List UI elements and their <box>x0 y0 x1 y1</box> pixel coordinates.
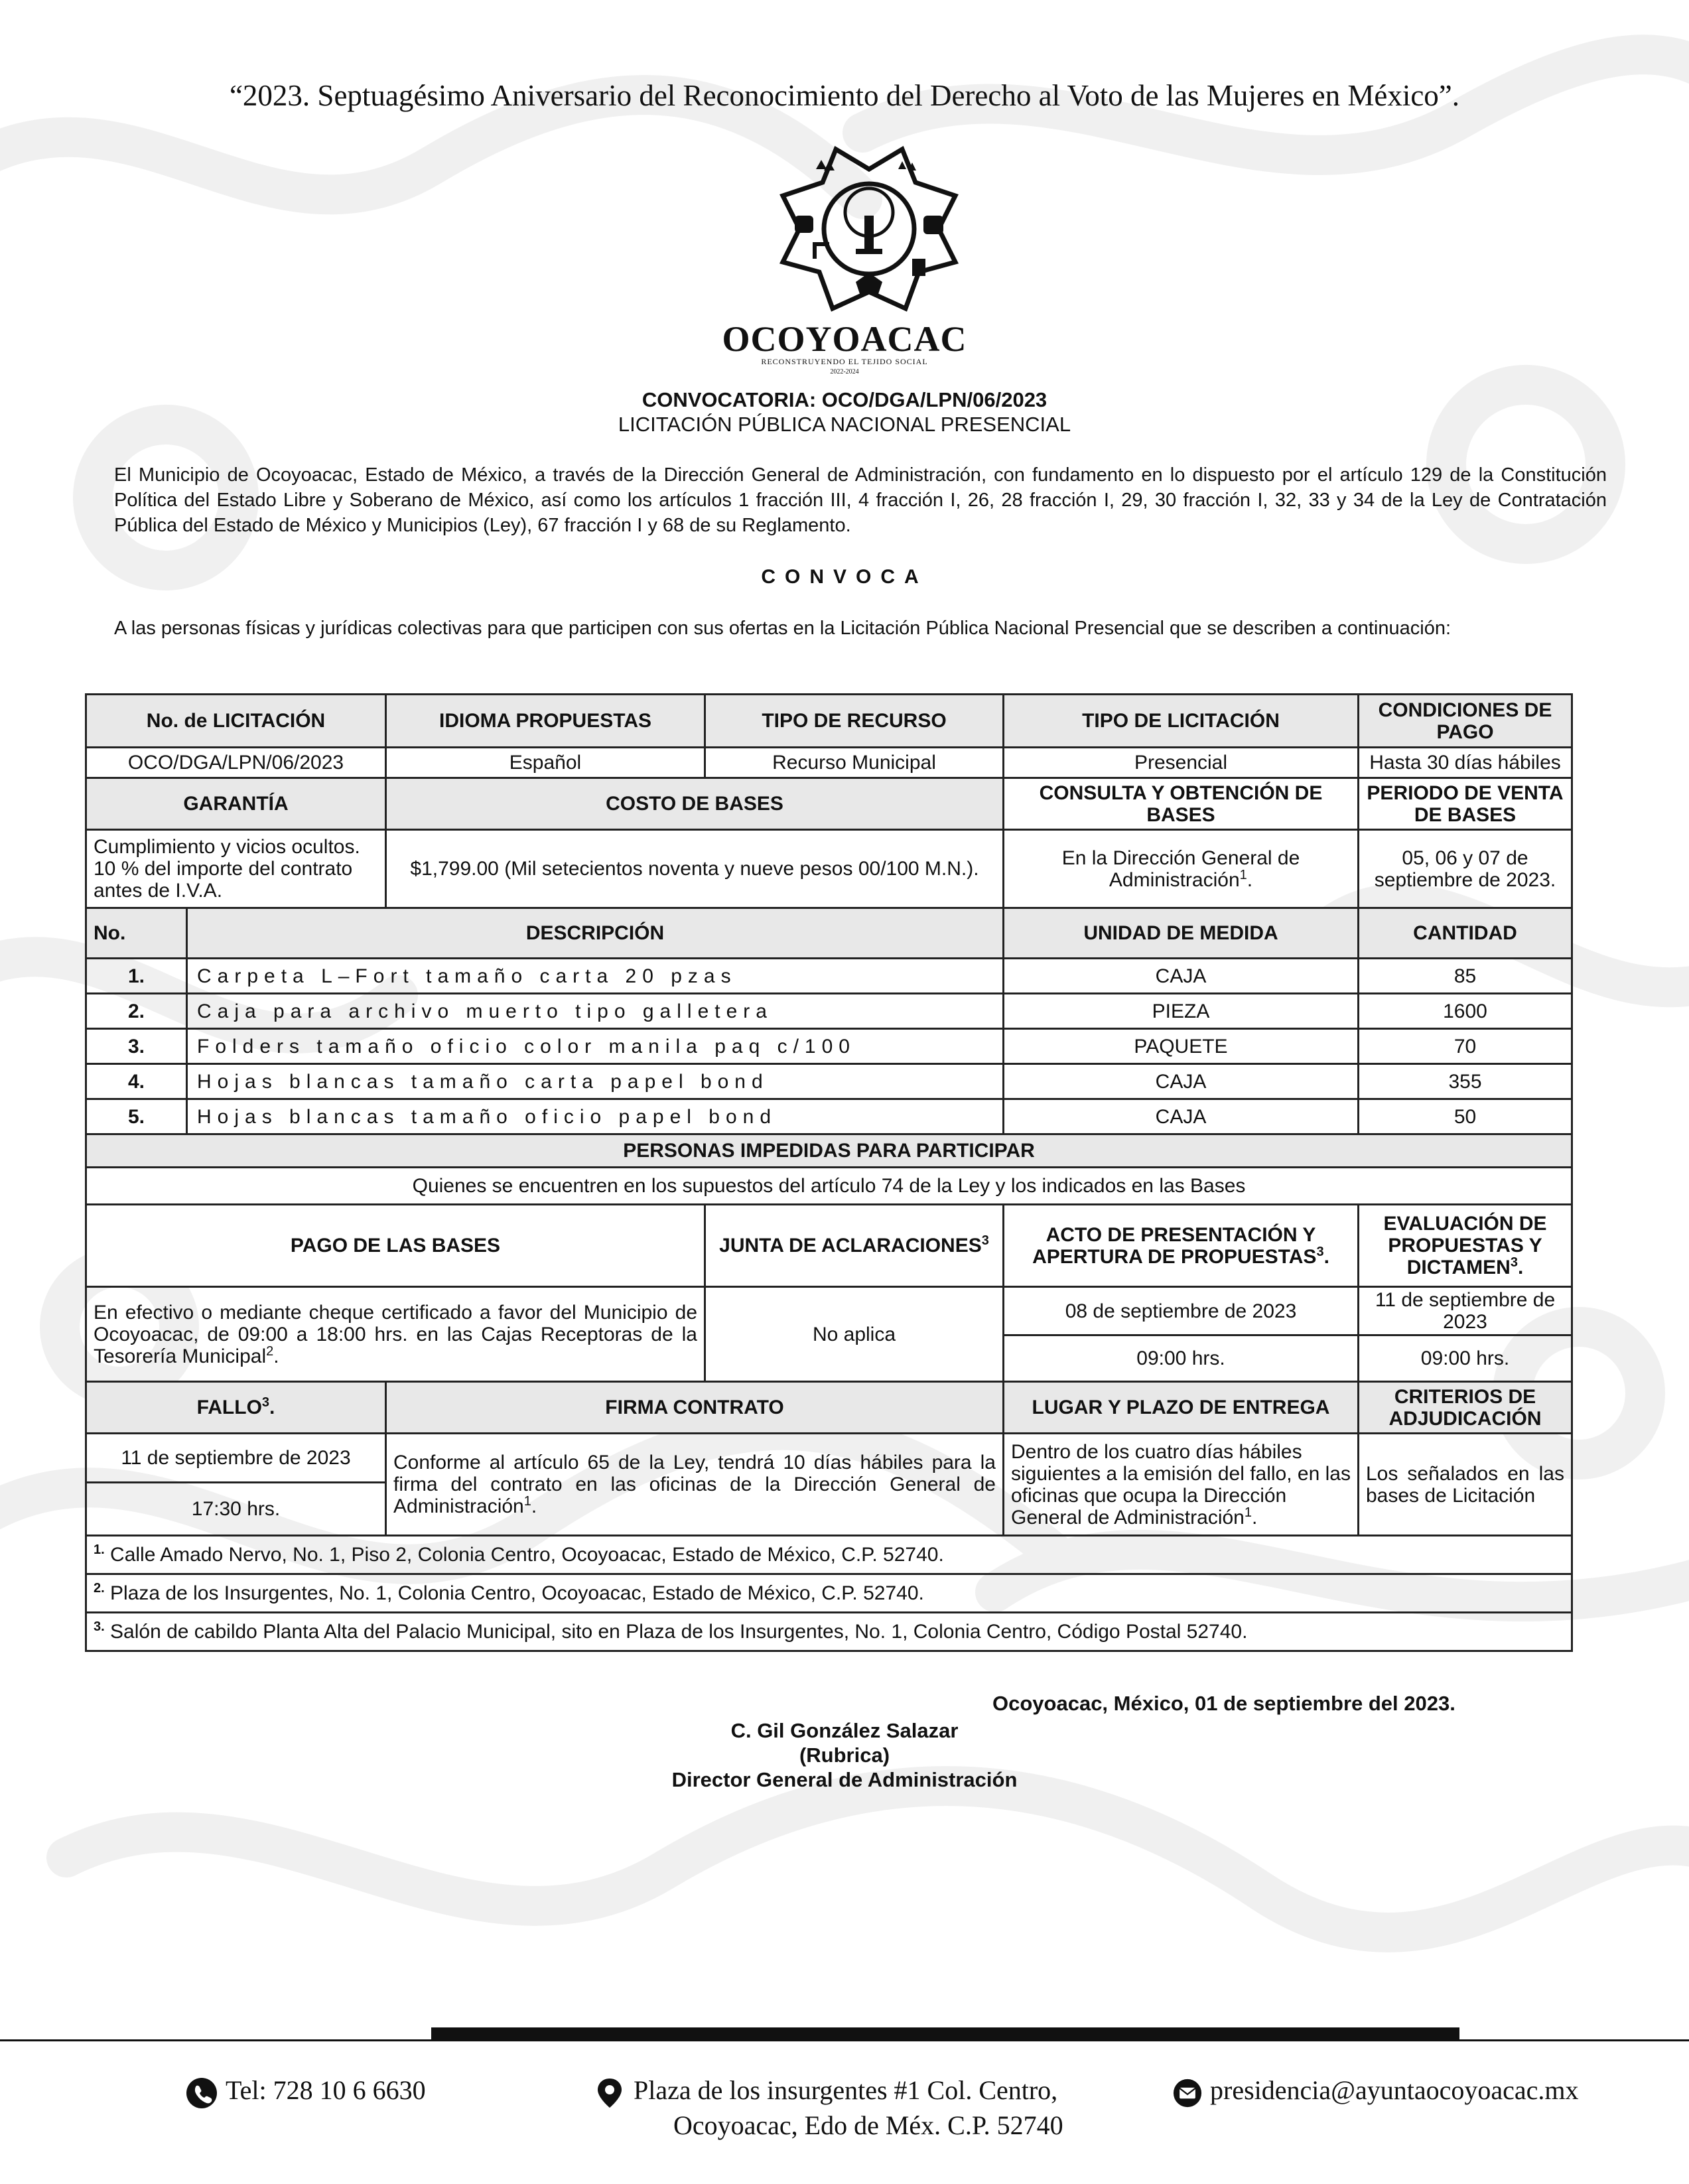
lugar-text: Dentro de los cuatro días hábiles siguientes a la emisión del fallo, en las oficinas que ocupa la Dirección General de Administración <box>1011 1440 1351 1529</box>
footnote-ref: 2 <box>266 1343 274 1359</box>
header-costo-bases: COSTO DE BASES <box>386 778 1004 830</box>
signer-title: Director General de Administración <box>671 1768 1018 1791</box>
pago-text: En efectivo o mediante cheque certificado a favor del Municipio de Ocoyoacac, de 09:00 a 18:00 hrs. en las Cajas Receptoras de la Tesorería Municipal <box>94 1301 697 1367</box>
footer-address-line2: Ocoyoacac, Edo de Méx. C.P. 52740 <box>673 2110 1063 2140</box>
cell-acto-hora: 09:00 hrs. <box>1004 1335 1359 1382</box>
header-tipo-recurso: TIPO DE RECURSO <box>705 695 1004 748</box>
item-number: 2. <box>86 994 187 1029</box>
header-pago-bases: PAGO DE LAS BASES <box>86 1205 705 1287</box>
cell-eval-fecha: 11 de septiembre de 2023 <box>1359 1287 1572 1335</box>
header-descripcion: DESCRIPCIÓN <box>187 908 1004 959</box>
table-row <box>86 959 1572 994</box>
footnote-text: Salón de cabildo Planta Alta del Palacio Municipal, sito en Plaza de los Insurgentes, No. 1, Colonia Centro, Código Postal 52740. <box>110 1621 1248 1643</box>
impedidas-heading: PERSONAS IMPEDIDAS PARA PARTICIPAR <box>86 1134 1572 1168</box>
footnote-text: Calle Amado Nervo, No. 1, Piso 2, Colonia Centro, Ocoyoacac, Estado de México, C.P. 52740. <box>110 1544 944 1566</box>
footnote-ref: 3 <box>1316 1244 1324 1259</box>
cell-tipo-recurso: Recurso Municipal <box>705 748 1004 778</box>
item-quantity: 355 <box>1359 1064 1572 1099</box>
item-number: 1. <box>86 959 187 994</box>
cell-idioma: Español <box>386 748 705 778</box>
cell-garantia: Cumplimiento y vicios ocultos. 10 % del importe del contrato antes de I.V.A. <box>86 830 386 908</box>
table-row <box>86 695 1572 748</box>
acto-label: ACTO DE PRESENTACIÓN Y APERTURA DE PROPUESTAS <box>1032 1223 1317 1268</box>
item-unit: CAJA <box>1004 959 1359 994</box>
cell-firma: Conforme al artículo 65 de la Ley, tendrá 10 días hábiles para la firma del contrato en las oficinas de la Dirección General de Administración$^1$. <box>386 1434 1004 1536</box>
location-pin-icon <box>594 2077 626 2109</box>
item-unit: PIEZA <box>1004 994 1359 1029</box>
signer-rubrica: (Rubrica) <box>799 1743 890 1767</box>
header-junta <box>705 1205 1004 1287</box>
footer-divider-thin <box>0 2039 1689 2041</box>
footer-email <box>1173 2074 1578 2108</box>
item-unit: PAQUETE <box>1004 1029 1359 1064</box>
cell-pago-bases: En efectivo o mediante cheque certificado a favor del Municipio de Ocoyoacac, de 09:00 a 18:00 hrs. en las Cajas Receptoras de la Tesorería Municipal$^2$. <box>86 1287 705 1382</box>
table-row <box>86 908 1572 959</box>
footer-email-text: presidencia@ayuntaocoyoacac.mx <box>1210 2075 1579 2105</box>
item-quantity: 50 <box>1359 1099 1572 1134</box>
table-row <box>86 778 1572 830</box>
cell-condiciones-pago: Hasta 30 días hábiles <box>1359 748 1572 778</box>
cell-fallo-fecha: 11 de septiembre de 2023 <box>86 1434 386 1483</box>
junta-label: JUNTA DE ACLARACIONES <box>719 1235 982 1257</box>
item-unit: CAJA <box>1004 1099 1359 1134</box>
footnote-ref: 3 <box>1510 1255 1518 1270</box>
intro-paragraph-2: A las personas físicas y jurídicas colectivas para que participen con sus ofertas en la Licitación Pública Nacional Presencial que se describen a continuación: <box>114 618 1452 639</box>
footnote <box>86 1613 1572 1651</box>
header-cantidad: CANTIDAD <box>1359 908 1572 959</box>
item-number: 5. <box>86 1099 187 1134</box>
municipal-emblem-icon <box>776 143 962 338</box>
header-acto: ACTO DE PRESENTACIÓN Y APERTURA DE PROPUESTAS$^3$. <box>1004 1205 1359 1287</box>
logo-years: 2022-2024 <box>830 368 859 375</box>
cell-eval-hora: 09:00 hrs. <box>1359 1335 1572 1382</box>
signature-date: Ocoyoacac, México, 01 de septiembre del 2023. <box>992 1692 1455 1715</box>
item-quantity: 85 <box>1359 959 1572 994</box>
header-periodo-venta: PERIODO DE VENTA DE BASES <box>1359 778 1572 830</box>
logo-wordmark: OCOYOACAC <box>722 319 967 359</box>
footer-address-line1: Plaza de los insurgentes #1 Col. Centro, <box>634 2075 1058 2105</box>
table-row <box>86 1382 1572 1434</box>
table-row <box>86 994 1572 1029</box>
header-criterios: CRITERIOS DE ADJUDICACIÓN <box>1359 1382 1572 1434</box>
footnote <box>86 1536 1572 1574</box>
header-firma: FIRMA CONTRATO <box>386 1382 1004 1434</box>
item-quantity: 70 <box>1359 1029 1572 1064</box>
signature-block <box>0 1718 1689 1792</box>
table-row <box>86 1613 1572 1651</box>
table-row <box>86 830 1572 908</box>
header-fallo: FALLO$^3$. <box>86 1382 386 1434</box>
cell-acto-fecha: 08 de septiembre de 2023 <box>1004 1287 1359 1335</box>
footnote-number: 3. <box>94 1619 105 1634</box>
header-garantia: GARANTÍA <box>86 778 386 830</box>
licitacion-type: LICITACIÓN PÚBLICA NACIONAL PRESENCIAL <box>618 413 1071 436</box>
fallo-label: FALLO <box>196 1397 262 1418</box>
header-no-licitacion: No. de LICITACIÓN <box>86 695 386 748</box>
item-quantity: 1600 <box>1359 994 1572 1029</box>
footer-phone <box>186 2074 426 2109</box>
header-evaluacion: EVALUACIÓN DE PROPUESTAS Y DICTAMEN$^3$. <box>1359 1205 1572 1287</box>
item-description: Hojas blancas tamaño oficio papel bond <box>187 1099 1004 1134</box>
cell-periodo-venta: 05, 06 y 07 de septiembre de 2023. <box>1359 830 1572 908</box>
item-number: 4. <box>86 1064 187 1099</box>
table-row <box>86 1029 1572 1064</box>
footnote-text: Plaza de los Insurgentes, No. 1, Colonia Centro, Ocoyoacac, Estado de México, C.P. 52740. <box>110 1582 924 1604</box>
intro-paragraph: El Municipio de Ocoyoacac, Estado de México, a través de la Dirección General de Administración, con fundamento en lo dispuesto por el artículo 129 de la Constitución Política del Estado Libre y Soberano de México, así como los artículos 1 fracción III, 4 fracción I, 26, 28 fracción I, 29, 30 fracción I, 32, 33 y 34 de la Ley de Contratación Pública del Estado de México y Municipios (Ley), 67 fracción I y 68 de su Reglamento. <box>114 464 1607 536</box>
convocatoria-number: CONVOCATORIA: OCO/DGA/LPN/06/2023 <box>642 388 1047 411</box>
header-unidad: UNIDAD DE MEDIDA <box>1004 908 1359 959</box>
motto: “2023. Septuagésimo Aniversario del Reconocimiento del Derecho al Voto de las Mujeres en México”. <box>229 79 1460 112</box>
cell-no-licitacion: OCO/DGA/LPN/06/2023 <box>86 748 386 778</box>
cell-fallo-hora: 17:30 hrs. <box>86 1483 386 1536</box>
table-row <box>86 1099 1572 1134</box>
phone-icon <box>186 2077 218 2109</box>
table-row <box>86 1134 1572 1168</box>
firma-text: Conforme al artículo 65 de la Ley, tendrá 10 días hábiles para la firma del contrato en las oficinas de la Dirección General de Administración <box>393 1452 996 1517</box>
consulta-text: En la Dirección General de Administración <box>1061 847 1300 891</box>
cell-lugar: Dentro de los cuatro días hábiles siguientes a la emisión del fallo, en las oficinas que ocupa la Dirección General de Administración$^1$. <box>1004 1434 1359 1536</box>
cell-consulta-bases: En la Dirección General de Administración$^1$. <box>1004 830 1359 908</box>
footnote-number: 1. <box>94 1542 105 1557</box>
header-tipo-licitacion: TIPO DE LICITACIÓN <box>1004 695 1359 748</box>
table-row <box>86 1287 1572 1335</box>
footnote-number: 2. <box>94 1581 105 1596</box>
items-body <box>86 959 1572 1134</box>
table-row <box>86 1168 1572 1205</box>
footnote <box>86 1574 1572 1613</box>
header-idioma: IDIOMA PROPUESTAS <box>386 695 705 748</box>
item-number: 3. <box>86 1029 187 1064</box>
footnote-ref: 3 <box>981 1233 989 1248</box>
header-condiciones-pago: CONDICIONES DE PAGO <box>1359 695 1572 748</box>
signer-name: C. Gil González Salazar <box>730 1719 959 1742</box>
mail-icon <box>1173 2079 1202 2108</box>
evaluacion-label: EVALUACIÓN DE PROPUESTAS Y DICTAMEN <box>1383 1213 1547 1278</box>
item-description: Folders tamaño oficio color manila paq c/100 <box>187 1029 1004 1064</box>
footer-phone-text: Tel: 728 10 6 6630 <box>226 2075 426 2105</box>
table-row <box>86 748 1572 778</box>
footnote-ref: 3 <box>261 1395 270 1410</box>
footnote-ref: 1 <box>1244 1505 1252 1520</box>
footer-address <box>594 2074 1063 2142</box>
item-description: Hojas blancas tamaño carta papel bond <box>187 1064 1004 1099</box>
table-row <box>86 1574 1572 1613</box>
table-row <box>86 1205 1572 1287</box>
table-row <box>86 1434 1572 1483</box>
cell-costo-bases: $1,799.00 (Mil setecientos noventa y nueve pesos 00/100 M.N.). <box>386 830 1004 908</box>
header-lugar: LUGAR Y PLAZO DE ENTREGA <box>1004 1382 1359 1434</box>
table-row <box>86 1064 1572 1099</box>
logo-tagline: RECONSTRUYENDO EL TEJIDO SOCIAL <box>761 357 928 366</box>
cell-tipo-licitacion: Presencial <box>1004 748 1359 778</box>
item-description: Caja para archivo muerto tipo galletera <box>187 994 1004 1029</box>
impedidas-text: Quienes se encuentren en los supuestos del artículo 74 de la Ley y los indicados en las Bases <box>86 1168 1572 1205</box>
item-unit: CAJA <box>1004 1064 1359 1099</box>
footnote-ref: 1 <box>523 1494 531 1509</box>
footnote-ref: 1 <box>1239 867 1247 882</box>
cell-criterios: Los señalados en las bases de Licitación <box>1359 1434 1572 1536</box>
convoca-heading: CONVOCA <box>761 566 928 588</box>
table-row <box>86 1536 1572 1574</box>
notes-body <box>86 1536 1572 1651</box>
licitacion-table <box>85 693 1573 1652</box>
item-description: Carpeta L–Fort tamaño carta 20 pzas <box>187 959 1004 994</box>
header-consulta-bases: CONSULTA Y OBTENCIÓN DE BASES <box>1004 778 1359 830</box>
header-no: No. <box>86 908 187 959</box>
cell-junta: No aplica <box>705 1287 1004 1382</box>
footer-divider <box>431 2027 1459 2041</box>
